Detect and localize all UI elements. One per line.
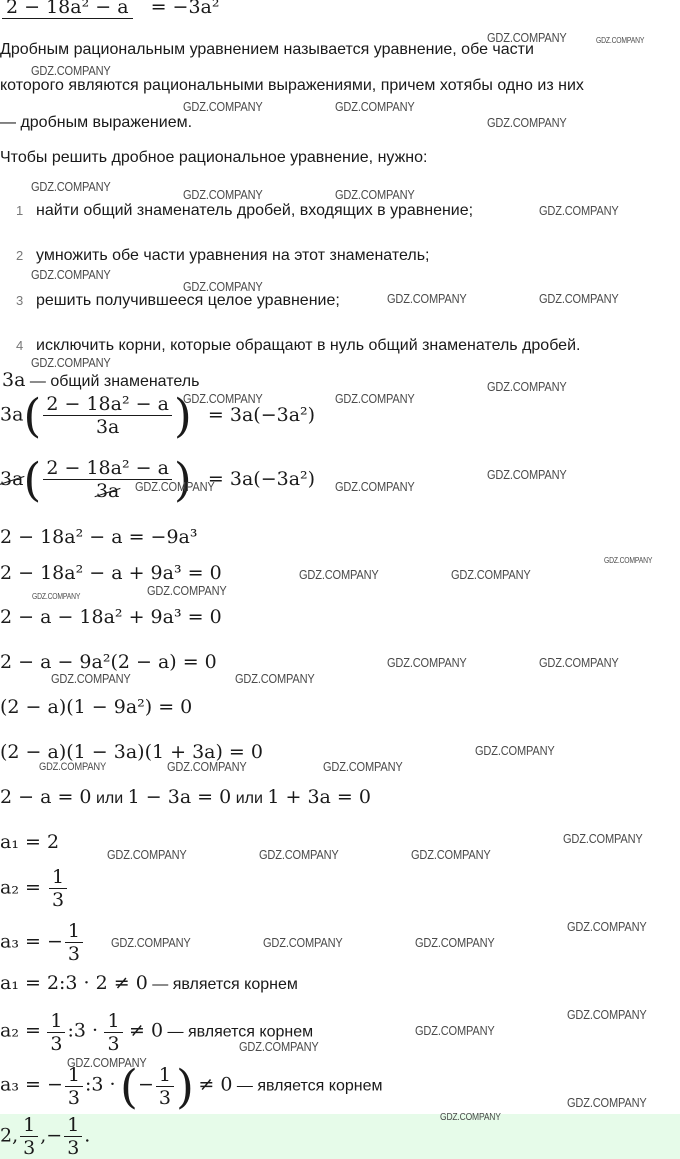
fraction [49,866,67,911]
fraction-numerator: 1 [64,1114,82,1137]
check-a2-mid: :3 · [67,1019,99,1042]
step-text: найти общий знаменатель дробей, входящих в уравнение; [36,202,474,219]
watermark: GDZ.COMPANY [147,583,227,598]
fraction-denominator: 3 [50,1033,63,1055]
definition-line-2: которого являются рациональными выражениями, причем хотябы одно из них [0,77,584,94]
equation-step: 2 − a − 9a²(2 − a) = 0 [0,651,217,673]
cancelled-denominator: 3a [95,480,120,502]
check-a2-lhs: a₂ = [0,1019,41,1042]
check-a1 [0,972,298,995]
watermark: GDZ.COMPANY [451,567,531,582]
fraction-numerator: 1 [65,1064,83,1087]
fraction-numerator: 1 [49,866,67,889]
fraction-numerator: 2 − 18a² − a [43,457,172,480]
fraction-denominator: 3 [67,1087,80,1109]
fraction-numerator: 1 [104,1010,122,1033]
watermark: GDZ.COMPANY [440,1112,501,1123]
watermark: GDZ.COMPANY [235,671,315,686]
or-word: или [95,790,124,807]
check-a1-math: a₁ = 2:3 · 2 ≠ 0 [0,972,148,994]
fraction-numerator: 1 [65,920,83,943]
equation-step: (2 − a)(1 − 9a²) = 0 [0,696,193,718]
check-a2-tail: ≠ 0 [129,1019,164,1042]
watermark: GDZ.COMPANY [335,99,415,114]
watermark: GDZ.COMPANY [67,1055,147,1070]
case-3: 1 + 3a = 0 [267,786,371,808]
watermark: GDZ.COMPANY [539,203,619,218]
cancelled-multiplier: 3a [0,467,24,490]
fraction-denominator: 3 [67,943,80,965]
watermark: GDZ.COMPANY [387,291,467,306]
cancel-rhs: = 3a(−3a²) [207,467,316,490]
root-a3-lhs: a₃ = − [0,930,63,953]
watermark: GDZ.COMPANY [31,179,111,194]
watermark: GDZ.COMPANY [51,671,131,686]
watermark: GDZ.COMPANY [415,1023,495,1038]
fraction [43,393,172,438]
multiplier: 3a [0,403,24,426]
check-a1-text: — является корнем [152,976,298,993]
check-a3-tail: ≠ 0 [198,1073,233,1096]
watermark: GDZ.COMPANY [31,355,111,370]
answer-a: 2, [0,1124,19,1147]
step-text: умножить обе части уравнения на этот знаменатель; [36,247,430,264]
equation-step: 2 − 18a² − a = −9a³ [0,526,198,548]
watermark: GDZ.COMPANY [567,1095,647,1110]
watermark: GDZ.COMPANY [539,655,619,670]
paren-open: ( [23,388,42,443]
equation-cases [0,786,371,809]
step-number: 1 [16,203,24,218]
watermark: GDZ.COMPANY [259,847,339,862]
or-word: или [235,790,263,807]
paren-close: ) [173,452,192,507]
watermark: GDZ.COMPANY [111,935,191,950]
definition-line-1: Дробным рациональным уравнением называется уравнение, обе части [0,41,534,58]
equation-step: 2 − a − 18a² + 9a³ = 0 [0,606,222,628]
answer-band [0,1114,680,1159]
fraction [20,1114,38,1159]
watermark: GDZ.COMPANY [39,761,107,773]
equation-step: (2 − a)(1 − 3a)(1 + 3a) = 0 [0,741,263,763]
watermark: GDZ.COMPANY [487,115,567,130]
fraction-denominator: 3 [107,1033,120,1055]
watermark: GDZ.COMPANY [487,379,567,394]
paren-close: ) [175,1059,194,1114]
step-number: 2 [16,248,24,263]
fraction-denominator: 3 [158,1087,171,1109]
watermark: GDZ.COMPANY [31,267,111,282]
case-2: 1 − 3a = 0 [127,786,232,808]
watermark: GDZ.COMPANY [567,1007,647,1022]
watermark: GDZ.COMPANY [539,291,619,306]
fraction-numerator: 1 [47,1010,65,1033]
step-number: 4 [16,338,24,353]
root-a2 [0,866,69,911]
watermark: GDZ.COMPANY [596,36,645,45]
step-text: решить получившееся целое уравнение; [36,292,340,309]
watermark: GDZ.COMPANY [563,831,643,846]
watermark: GDZ.COMPANY [487,30,567,45]
multiply-rhs: = 3a(−3a²) [207,403,316,426]
watermark: GDZ.COMPANY [299,567,379,582]
watermark: GDZ.COMPANY [335,187,415,202]
check-a3-lhs: a₃ = − [0,1073,63,1096]
watermark: GDZ.COMPANY [487,467,567,482]
root-a1: a₁ = 2 [0,831,60,853]
watermark: GDZ.COMPANY [335,479,415,494]
common-denominator-text: — общий знаменатель [29,373,200,390]
fraction [47,1010,65,1055]
fraction-denominator: 3 [67,1137,80,1159]
watermark: GDZ.COMPANY [239,1039,319,1054]
step-number: 3 [16,293,24,308]
watermark: GDZ.COMPANY [335,391,415,406]
root-a2-lhs: a₂ = [0,876,41,899]
watermark: GDZ.COMPANY [183,279,263,294]
watermark: GDZ.COMPANY [323,759,403,774]
minus-sign: − [46,1124,63,1147]
watermark: GDZ.COMPANY [167,759,247,774]
fraction [64,1114,82,1159]
top-equation-rhs: = −3a² [150,0,220,18]
top-equation-numerator: 2 − 18a² − a [2,0,133,19]
watermark: GDZ.COMPANY [415,935,495,950]
watermark: GDZ.COMPANY [183,187,263,202]
check-a3-mid: :3 · [84,1073,116,1096]
paren-open: ( [23,452,42,507]
watermark: GDZ.COMPANY [135,479,215,494]
watermark: GDZ.COMPANY [567,919,647,934]
fraction-denominator: 3 [51,889,65,911]
watermark: GDZ.COMPANY [475,743,555,758]
definition-line-3: — дробным выражением. [0,114,193,131]
common-denominator-expr: 3a [2,369,26,391]
watermark: GDZ.COMPANY [604,556,653,565]
steps-intro: Чтобы решить дробное рациональное уравнение, нужно: [0,149,428,166]
check-a3-text: — является корнем [236,1077,383,1095]
watermark: GDZ.COMPANY [107,847,187,862]
minus-sign: − [137,1073,154,1096]
paren-open: ( [120,1059,138,1114]
fraction-numerator: 1 [156,1064,174,1087]
check-a2-text: — является корнем [167,1023,314,1041]
watermark: GDZ.COMPANY [411,847,491,862]
watermark: GDZ.COMPANY [387,655,467,670]
paren-close: ) [173,388,192,443]
top-equation [2,0,220,18]
watermark: GDZ.COMPANY [183,391,263,406]
fraction [104,1010,122,1055]
watermark: GDZ.COMPANY [32,592,81,601]
fraction [156,1064,174,1109]
case-1: 2 − a = 0 [0,786,92,808]
root-a3 [0,920,85,965]
answer: 2, $\frac{1}{3}$ ,− $\frac{1}{3}$ . [0,1114,91,1159]
fraction-numerator: 2 − 18a² − a [43,393,172,416]
fraction-numerator: 1 [20,1114,38,1137]
step-text: исключить корни, которые обращают в нуль общий знаменатель дробей. [36,337,581,354]
equation-step: 2 − 18a² − a + 9a³ = 0 [0,562,222,584]
multiply-equation [0,388,316,443]
watermark: GDZ.COMPANY [183,99,263,114]
fraction [65,1064,83,1109]
fraction [65,920,83,965]
answer-end: . [84,1124,91,1147]
fraction-denominator: 3 [23,1137,36,1159]
watermark: GDZ.COMPANY [263,935,343,950]
watermark: GDZ.COMPANY [31,63,111,78]
fraction-denominator: 3a [95,416,120,438]
